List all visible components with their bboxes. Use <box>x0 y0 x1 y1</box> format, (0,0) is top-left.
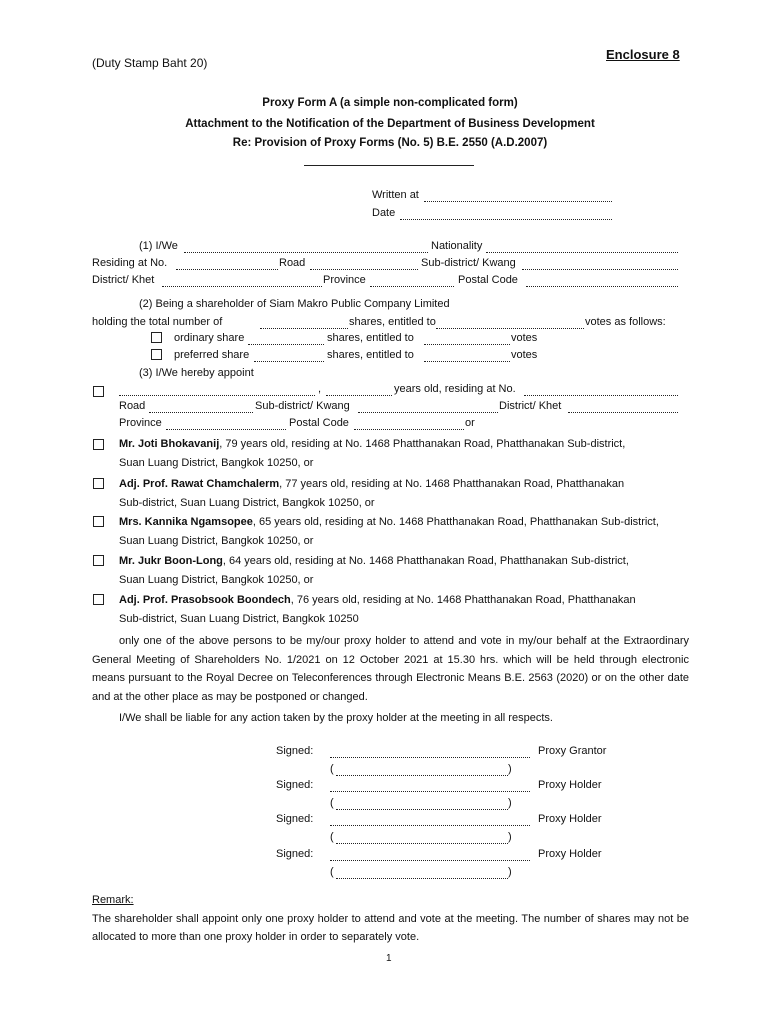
close-paren: ) <box>508 866 512 878</box>
proxy-name: Mrs. Kannika Ngamsopee <box>119 516 253 528</box>
proxy-name: Adj. Prof. Prasobsook Boondech <box>119 594 291 606</box>
written-at-label: Written at <box>372 189 419 201</box>
duty-stamp-label: (Duty Stamp Baht 20) <box>92 56 208 70</box>
ordinary-share-label: ordinary share <box>174 332 245 344</box>
shareholder-heading: (2) Being a shareholder of Siam Makro Public Company Limited <box>139 298 450 310</box>
signature-field[interactable] <box>330 825 530 826</box>
proxy-option <box>119 552 689 590</box>
ordinary-votes-field[interactable] <box>424 344 510 345</box>
liability-paragraph: I/We shall be liable for any action taken by the proxy holder at the meeting in all respects. <box>119 712 553 724</box>
proxy-subdistrict-label: Sub-district/ Kwang <box>255 400 350 412</box>
proxy-address: Suan Luang District, Bangkok 10250, or <box>119 574 314 586</box>
enclosure-label: Enclosure 8 <box>606 47 680 62</box>
remark-title: Remark: <box>92 894 134 906</box>
proxy-option-checkbox[interactable] <box>93 555 104 566</box>
proxy-name: Mr. Joti Bhokavanij <box>119 438 220 450</box>
appointment-paragraph: only one of the above persons to be my/our proxy holder to attend and vote in my/our behalf at the Extraordinary General Meeting of Shareholders No. 1/2021 on 12 October 2021 at 15.30 hrs. which will be held through electronic means pursuant to the Royal Decree on Teleconferences through Electronic Means B.E. 2563 (2020) or on the other date and at the other place as may be postponed or changed. <box>92 635 689 703</box>
printed-name-field[interactable] <box>336 843 508 844</box>
years-old-label: years old, residing at No. <box>394 383 516 395</box>
printed-name-field[interactable] <box>336 775 508 776</box>
preferred-shares-field[interactable] <box>254 361 324 362</box>
form-subtitle: Attachment to the Notification of the Department of Business Development <box>185 118 595 130</box>
signed-label: Signed: <box>276 848 314 860</box>
proxy-subdistrict-field[interactable] <box>358 412 498 413</box>
district-label: District/ Khet <box>92 274 155 286</box>
proxy-option <box>119 513 689 551</box>
proxy-option-checkbox[interactable] <box>93 439 104 450</box>
holding-label: holding the total number of <box>92 316 223 328</box>
title-divider <box>304 165 474 166</box>
preferred-shares-entitled-label: shares, entitled to <box>327 349 414 361</box>
custom-proxy-house-field[interactable] <box>524 395 678 396</box>
close-paren: ) <box>508 763 512 775</box>
printed-name-field[interactable] <box>336 809 508 810</box>
signed-label: Signed: <box>276 745 314 757</box>
ordinary-votes-label: votes <box>511 332 538 344</box>
proxy-option <box>119 475 689 513</box>
close-paren: ) <box>508 797 512 809</box>
total-shares-field[interactable] <box>260 328 348 329</box>
signature-field[interactable] <box>330 860 530 861</box>
proxy-district-field[interactable] <box>568 412 678 413</box>
signature-field[interactable] <box>330 791 530 792</box>
signed-label: Signed: <box>276 813 314 825</box>
open-paren: ( <box>330 797 334 809</box>
province-field[interactable] <box>370 286 454 287</box>
residing-label: Residing at No. <box>92 257 168 269</box>
shares-entitled-label: shares, entitled to <box>349 316 436 328</box>
preferred-votes-field[interactable] <box>424 361 510 362</box>
proxy-option-checkbox[interactable] <box>93 516 104 527</box>
signature-role: Proxy Holder <box>538 848 602 860</box>
proxy-postal-label: Postal Code <box>289 417 349 429</box>
form-title: Proxy Form A (a simple non-complicated form) <box>262 97 518 109</box>
postal-code-label: Postal Code <box>458 274 518 286</box>
proxy-option-checkbox[interactable] <box>93 594 104 605</box>
proxy-address: Sub-district, Suan Luang District, Bangkok 10250, or <box>119 497 375 509</box>
proxy-details: , 65 years old, residing at No. 1468 Phatthanakan Road, Phatthanakan Sub-district, <box>252 516 659 528</box>
proxy-province-field[interactable] <box>166 429 286 430</box>
ordinary-shares-field[interactable] <box>248 344 324 345</box>
name-field[interactable] <box>184 252 428 253</box>
road-field[interactable] <box>310 269 418 270</box>
open-paren: ( <box>330 831 334 843</box>
postal-code-field[interactable] <box>526 286 678 287</box>
custom-proxy-age-field[interactable] <box>326 395 392 396</box>
nationality-field[interactable] <box>486 252 678 253</box>
date-field[interactable] <box>400 219 612 220</box>
proxy-postal-field[interactable] <box>354 429 464 430</box>
preferred-votes-label: votes <box>511 349 538 361</box>
proxy-name: Mr. Jukr Boon-Long <box>119 555 223 567</box>
signature-field[interactable] <box>330 757 530 758</box>
proxy-province-label: Province <box>119 417 162 429</box>
preferred-share-label: preferred share <box>174 349 250 361</box>
page-number: 1 <box>386 953 392 964</box>
signature-role: Proxy Grantor <box>538 745 607 757</box>
close-paren: ) <box>508 831 512 843</box>
district-field[interactable] <box>162 286 322 287</box>
proxy-details: , 77 years old, residing at No. 1468 Phatthanakan Road, Phatthanakan <box>279 478 625 490</box>
custom-proxy-name-field[interactable] <box>119 395 315 396</box>
house-number-field[interactable] <box>176 269 278 270</box>
total-votes-field[interactable] <box>436 328 584 329</box>
ordinary-shares-entitled-label: shares, entitled to <box>327 332 414 344</box>
proxy-district-label: District/ Khet <box>499 400 562 412</box>
iwe-label: (1) I/We <box>139 240 178 252</box>
proxy-address: Sub-district, Suan Luang District, Bangkok 10250 <box>119 613 359 625</box>
signature-role: Proxy Holder <box>538 813 602 825</box>
subdistrict-field[interactable] <box>522 269 678 270</box>
votes-as-follows-label: votes as follows: <box>585 316 666 328</box>
appoint-heading: (3) I/We hereby appoint <box>139 367 254 379</box>
proxy-option-checkbox[interactable] <box>93 478 104 489</box>
comma-label: , <box>318 383 322 395</box>
printed-name-field[interactable] <box>336 878 508 879</box>
remark-text: The shareholder shall appoint only one proxy holder to attend and vote at the meeting. The number of shares may not be allocated to more than one proxy holder in order to separately vote. <box>92 913 689 943</box>
proxy-name: Adj. Prof. Rawat Chamchalerm <box>119 478 280 490</box>
open-paren: ( <box>330 866 334 878</box>
proxy-details: , 79 years old, residing at No. 1468 Phatthanakan Road, Phatthanakan Sub-district, <box>219 438 626 450</box>
nationality-label: Nationality <box>431 240 483 252</box>
written-at-field[interactable] <box>424 201 612 202</box>
proxy-option <box>119 435 689 473</box>
signature-role: Proxy Holder <box>538 779 602 791</box>
date-label: Date <box>372 207 396 219</box>
proxy-road-label: Road <box>119 400 146 412</box>
proxy-road-field[interactable] <box>149 412 253 413</box>
ordinary-share-checkbox[interactable] <box>151 332 162 343</box>
proxy-address: Suan Luang District, Bangkok 10250, or <box>119 457 314 469</box>
form-reference: Re: Provision of Proxy Forms (No. 5) B.E. 2550 (A.D.2007) <box>232 137 548 149</box>
province-label: Province <box>323 274 366 286</box>
proxy-address: Suan Luang District, Bangkok 10250, or <box>119 535 314 547</box>
proxy-details: , 76 years old, residing at No. 1468 Phatthanakan Road, Phatthanakan <box>290 594 636 606</box>
preferred-share-checkbox[interactable] <box>151 349 162 360</box>
proxy-details: , 64 years old, residing at No. 1468 Phatthanakan Road, Phatthanakan Sub-district, <box>222 555 629 567</box>
custom-proxy-checkbox[interactable] <box>93 386 104 397</box>
open-paren: ( <box>330 763 334 775</box>
subdistrict-label: Sub-district/ Kwang <box>421 257 516 269</box>
road-label: Road <box>279 257 306 269</box>
signed-label: Signed: <box>276 779 314 791</box>
or-label: or <box>465 417 475 429</box>
proxy-option <box>119 591 689 629</box>
